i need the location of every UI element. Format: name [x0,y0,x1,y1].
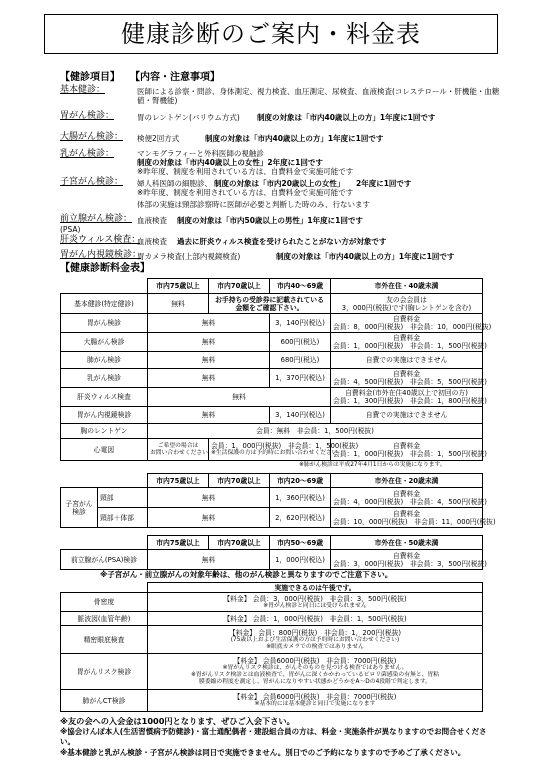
section-text: 値・腎機能) [137,96,178,105]
footer-note: ※協会けんぽ本人(生活習慣病予防健診)・富士通配偶者・建設組合員の方は、料金・実施条件が異なりますのでお問合せくださ [60,727,487,736]
cell: 自費料金 [392,315,421,323]
section-text: 検便2回方式 [137,134,180,143]
col-header: 市内75歳以上 [148,279,209,294]
cell: ※胃がんリスク検診とは血液検査で、胃がんに深くかかわっているピロリ菌感染の有無と、胃粘 [190,672,440,678]
cell: 会員：1，300円(税抜) 非会員：1，800円(税抜) [333,397,487,405]
cell: 会員：10，000円(税抜) 非会員：11，000円(税抜) [333,517,496,526]
cell: 会員：無料 非会員：1，500円(税抜) [148,424,483,439]
section-text: ※昨年度、制度を利用されている方は、自費料金で実施可能です [137,188,354,197]
cell: 無料 [148,352,270,369]
cell: (75歳以上および生活保護の方は予約時にお問い合わせください) [230,636,400,643]
section-bold-text: 制度の対象は「市内50歳以上の男性」1年度に1回です [177,216,363,225]
fee-table-uterine [60,473,496,528]
row-name: 脈波図(血管年齢) [61,612,148,626]
section-text: ※昨年度、制度を利用されている方は、自費料金で実施可能です [137,167,354,176]
table-note: ※子宮がん・前立腺がんの対象年齢は、他のがん検診と異なりますのでご注意下さい。 [100,570,393,579]
row-name: 胃がんリスク検診 [61,654,148,690]
cell: 【料金】 会員：800円(税抜) 非会員：1，200円(税抜) [228,628,402,637]
fee-header: 【健康診断料金表】 [60,263,150,274]
cell: 無料 [148,314,270,333]
section-text: 胃カメラ検査(上部内視鏡検査) [137,252,241,261]
cell: 会員：1，000円(税抜) 非会員：1，500円(税抜) [333,449,487,458]
cell: 3，140円(税込) [270,407,331,424]
cell: 会員：3，000円(税抜) 非会員：3，500円(税抜) [333,559,487,568]
cell: ご希望の場合は [157,442,199,449]
section-label-stomach: 胃がん検診： [60,111,115,121]
col-header: 市内40～69歳 [270,279,331,294]
section-label-hepatitis: 肝炎ウィルス検査： [60,235,141,245]
cell: 【料金】 会員6000円(税抜) 非会員：7000円(税抜) [233,693,397,701]
section-text: 血液検査 [137,237,167,246]
section-text: 血液検査 [137,216,167,225]
cell: 膜委縮の程度を測定し、胃がんになりやすい状態かどうかをA～Dの4段階で判定します。 [199,679,431,685]
row-name: 肺がんCT検診 [61,690,148,712]
cell: 無料 [148,488,270,508]
cell: 自費料金 [392,489,421,498]
cell: 680円(税込) [270,352,331,369]
section-bold-text: 過去に肝炎ウィルス検査を受けられたことがない方が対象です [177,237,387,246]
section-text: マンモグラフィーと外科医師の視触診 [137,149,264,158]
cell: 無料 [148,407,270,424]
cell: 1，370円(税込) [270,369,331,388]
row-name: 基本健診(特定健診) [61,294,148,314]
items-header: 【健診項目】 [60,72,120,83]
cell: 自費料金 [392,509,421,518]
row-name: 胸のレントゲン [61,424,148,439]
col-header: 市内75歳以上 [148,536,209,550]
fee-table-main [60,278,492,461]
section-bold-text: 制度の対象は「市内40歳以上の方」1年度に1回です [257,113,436,122]
cell: 自費での実施はできません [331,352,483,369]
col-header: 市内50～69歳 [270,536,331,550]
cell: お問い合わせください [150,449,208,456]
cell: 自費料金 [392,334,421,342]
section-text: 体部の実施は頸部診察時に医師が必要と判断した時のみ、行ないます [137,200,370,209]
cell: 会員：4，000円(税抜) 非会員：4，500円(税抜) [333,497,487,506]
section-bold-text: 制度の対象は「市内40歳以上の方」1年度に1回です [276,252,455,261]
cell: 無料 [148,294,209,314]
cell: 【料金】 会員：1，000円(税抜) 非会員：1，500円(税抜) [148,612,483,626]
cell: お手持ちの受診券に記載されている [215,295,324,304]
cell: 自費料金 [392,370,421,378]
cell: 金額をご確認下さい。 [235,303,304,312]
cell: 自費での実施はできません [331,407,483,424]
row-name: 心電図 [61,439,148,461]
row-name: 大腸がん検診 [61,333,148,352]
fee-table-options [60,582,483,712]
row-name: 精密眼底検査 [61,626,148,654]
cell: 1，360円(税込) [270,488,331,508]
col-header: 市外在住・20歳未満 [331,474,483,488]
footer-note: ※友の会への入会金は1000円となります、ぜひご入会下さい。 [60,716,295,726]
section-text: 婦人科医師の細胞診、 [137,179,212,188]
cell: 1，000円(税込) [270,550,331,570]
section-bold-text: 制度の対象は「市内20歳以上の女性」 [214,179,345,188]
row-name: 胃がん検診 [61,314,148,333]
cell: 無料 [148,333,270,352]
col-header: 市内70歳以上 [209,474,270,488]
section-text: 胃のレントゲン(バリウム方式) [137,113,240,122]
footer-note: ※基本健診と乳がん検診・子宮がん検診は同日で実施できません。別日でのご予約になりますので予めご了承ください。 [60,748,466,757]
cell: 【料金】 会員：3，000円(税抜) 非会員：3，500円(税抜) [223,594,407,603]
row-name: 子宮がん検診 [61,488,98,528]
cell: 会員：1，000円(税抜) 非会員：1，500(税抜) [211,442,359,450]
page-title: 健康診断のご案内・料金表 [44,14,498,54]
cell: 無料 [148,388,331,407]
col-header: 市外在住・40歳未満 [331,279,483,294]
section-sub: (PSA) [60,225,81,234]
cell: 無料 [148,550,270,570]
cell: ※眼底カメラでの検査ではありません [266,643,364,650]
cell: 自費料金 [392,441,421,450]
footer-note: い。 [60,737,75,746]
table-note: ※肺がん検診は平成27年4月1日からの実施になります。 [299,462,446,468]
cell: 無料 [148,508,270,528]
cell: 無料 [148,369,270,388]
row-name: 肝炎ウィルス検査 [61,388,148,407]
fee-table-prostate [60,535,487,570]
cell: 【料金】 会員6000円(税抜) 非会員：7000円(税抜) [233,657,397,665]
cell: 友の会会員は [386,295,427,304]
cell: 会員：4，500円(税抜) 非会員：5，500円(税抜) [333,378,487,386]
cell: 600円(税込) [270,333,331,352]
row-name: 前立腺がん(PSA)検診 [61,550,148,570]
cell: 会員：8，000円(税抜) 非会員：10，000円(税抜) [333,323,492,331]
contents-header: 【内容・注意事項】 [130,72,220,83]
col-header: 市内20～69歳 [270,474,331,488]
section-bold-text: 2年度に1回です [356,179,412,188]
cell: 自費料金 [392,551,421,560]
col-header: 市外在住・50歳未満 [331,536,483,550]
row-name: 頸部 [98,488,148,508]
cell: 3，140円(税込) [270,314,331,333]
col-header: 市内70歳以上 [209,279,270,294]
col-header: 市内75歳以上 [148,474,209,488]
cell: 会員：1，000円(税抜) 非会員：1，500円(税抜) [333,342,487,350]
section-label-breast: 乳がん検診： [60,149,115,159]
section-label-basic: 基本健診： [60,85,106,95]
cell: ※生活保護の方は予約時にお問い合わせください [211,450,338,456]
col-header: 市内70歳以上 [209,536,270,550]
cell: ※胃がんリスク検診は、がんそのものを見つける検査ではありません。 [222,665,408,671]
section-label-prostate: 前立腺がん検診： [60,214,133,224]
cell: 2，620円(税込) [270,508,331,528]
section-bold-text: 制度の対象は「市内40歳以上の女性」2年度に1回です [137,158,323,167]
section-label-endoscopy: 胃がん内視鏡検診： [60,250,142,260]
row-name: 胃がん内視鏡検診 [61,407,148,424]
section-label-uterine: 子宮がん検診： [60,177,124,187]
row-name: 乳がん検診 [61,369,148,388]
section-label-colon: 大腸がん検診： [60,132,124,142]
cell: 自費料金(市外在住40歳以上で初回の方) [345,389,468,397]
section-text: 医師による診察・問診、身体測定、視力検査、血圧測定、尿検査、血液検査(コレステロール・肝機能・血糖 [137,87,500,96]
row-name: 骨密度 [61,593,148,612]
row-name: 頸部＋体部 [98,508,148,528]
cell: ※胃がん検診と同日には受けられません [263,602,367,609]
section-bold-text: 制度の対象は「市内40歳以上の方」1年度に1回です [205,134,384,143]
row-name: 肺がん検診 [61,352,148,369]
cell: ※基本的には基本健診と同日で実施になります [254,701,376,707]
cell: 3，000円(税抜)です(胸レントゲンを含む) [341,303,472,312]
col-header: 実施できるのは午後です。 [148,583,483,593]
